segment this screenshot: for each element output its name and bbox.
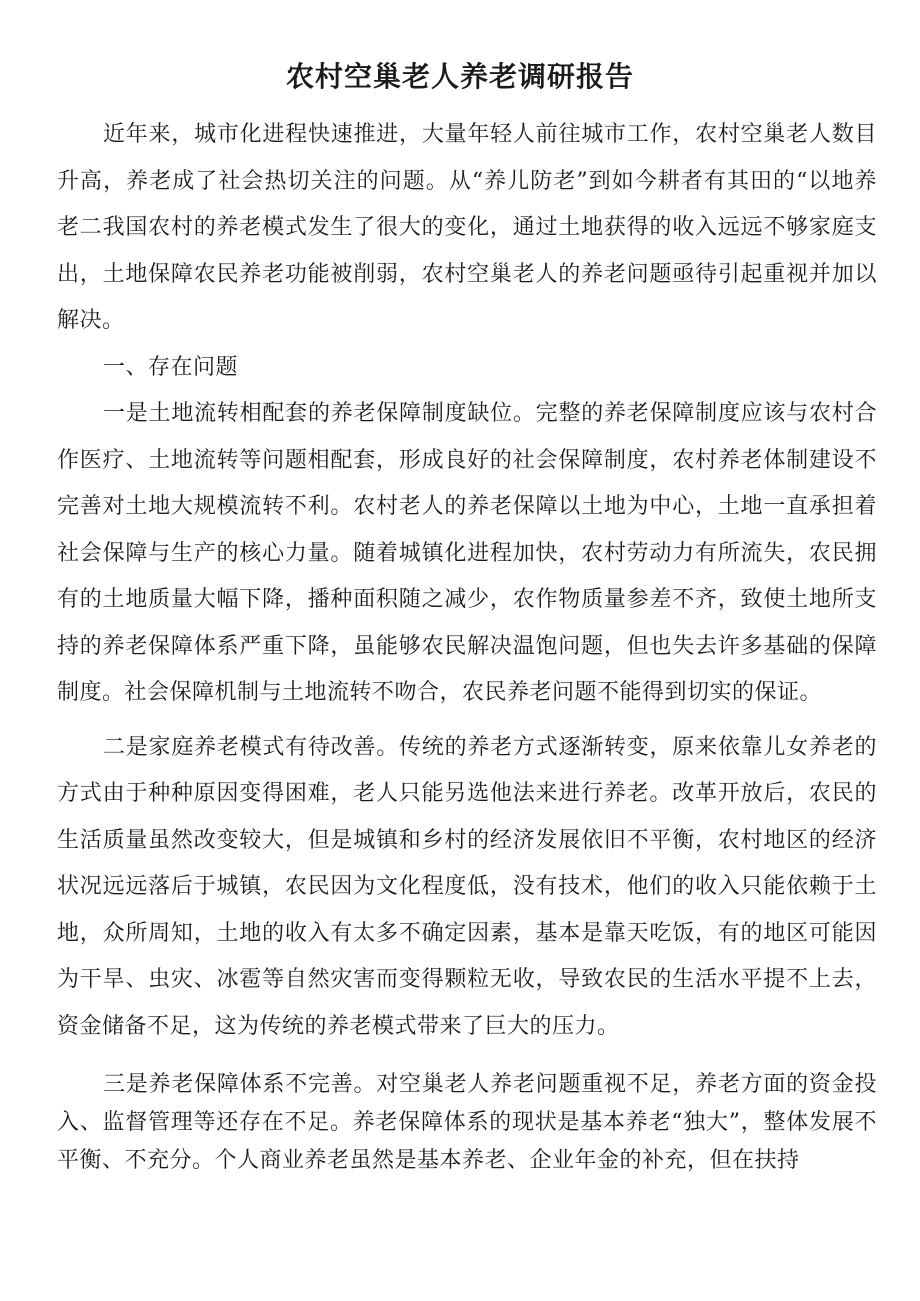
intro-paragraph: 近年来，城市化进程快速推进，大量年轻人前往城市工作，农村空巢老人数目升高，养老成了社会热切关注的问题。从“养儿防老”到如今耕者有其田的“以地养老二我国农村的养老模式发生了很大的变化，通过土地获得的收入远远不够家庭支出，土地保障农民养老功能被削弱，农村空巢老人的养老问题亟待引起重视并加以解决。	[57, 122, 877, 333]
problem-paragraph-3: 三是养老保障体系不完善。对空巢老人养老问题重视不足，养老方面的资金投入、监督管理等还存在不足。养老保障体系的现状是基本养老“独大”，整体发展不平衡、不充分。个人商业养老虽然是基本养老、企业年金的补充，但在扶持	[57, 1072, 877, 1173]
section-heading-problems: 一、存在问题	[103, 354, 239, 380]
document-title: 农村空巢老人养老调研报告	[285, 60, 634, 93]
problem-paragraph-2: 二是家庭养老模式有待改善。传统的养老方式逐渐转变，原来依靠儿女养老的方式由于种种原因变得困难，老人只能另选他法来进行养老。改革开放后，农民的生活质量虽然改变较大，但是城镇和乡村的经济发展依旧不平衡，农村地区的经济状况远远落后于城镇，农民因为文化程度低，没有技术，他们的收入只能依赖于土地，众所周知，土地的收入有太多不确定因素，基本是靠天吃饭，有的地区可能因为干旱、虫灾、冰雹等自然灾害而变得颗粒无收，导致农民的生活水平提不上去，资金储备不足，这为传统的养老模式带来了巨大的压力。	[57, 734, 877, 1039]
problem-paragraph-1: 一是土地流转相配套的养老保障制度缺位。完整的养老保障制度应该与农村合作医疗、土地流转等问题相配套，形成良好的社会保障制度，农村养老体制建设不完善对土地大规模流转不利。农村老人的养老保障以土地为中心，土地一直承担着社会保障与生产的核心力量。随着城镇化进程加快，农村劳动力有所流失，农民拥有的土地质量大幅下降，播种面积随之减少，农作物质量参差不齐，致使土地所支持的养老保障体系严重下降，虽能够农民解决温饱问题，但也失去许多基础的保障制度。社会保障机制与土地流转不吻合，农民养老问题不能得到切实的保证。	[57, 401, 877, 705]
document-body	[57, 112, 877, 1180]
